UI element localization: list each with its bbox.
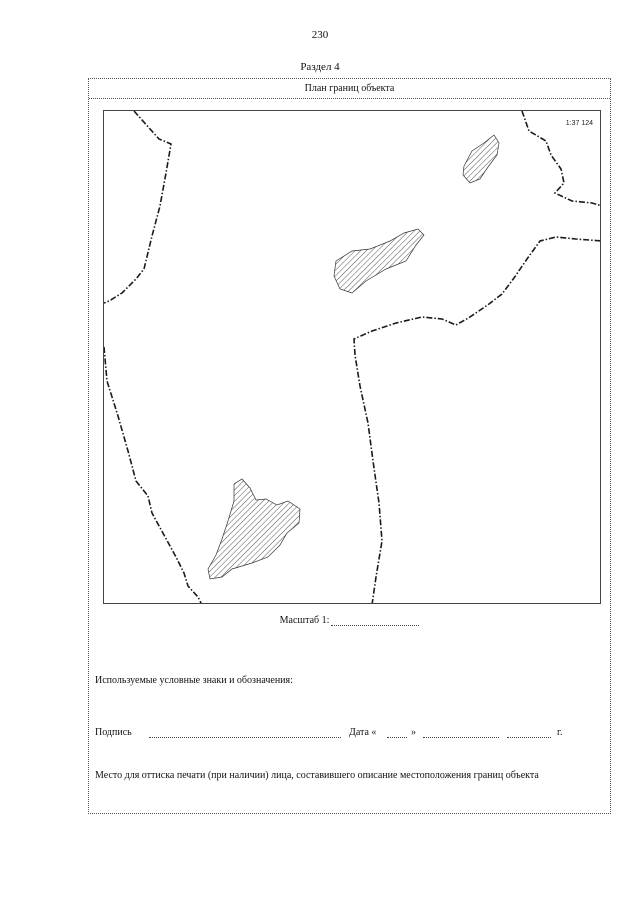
scale-label: Масштаб 1: <box>279 615 330 626</box>
map-drawing <box>104 111 601 604</box>
boundary-line-southwest <box>104 347 202 604</box>
date-month-field[interactable] <box>423 737 499 738</box>
date-label: Дата « <box>349 727 377 738</box>
boundary-line-west <box>104 111 171 303</box>
hatched-area-southwest <box>208 479 300 579</box>
hatched-area-northeast <box>463 135 499 183</box>
section-title: Раздел 4 <box>300 61 340 73</box>
stamp-place-text: Место для оттиска печати (при наличии) лица, составившего описание местоположения границ объекта <box>95 770 539 781</box>
date-quote-close: » <box>411 727 416 738</box>
page-number: 230 <box>311 29 329 41</box>
hatched-area-center <box>334 229 424 293</box>
scale-line <box>89 615 610 626</box>
map-scale-label: 1:37 124 <box>565 120 593 127</box>
document-frame <box>88 78 611 814</box>
date-day-field[interactable] <box>387 737 407 738</box>
boundary-map <box>103 110 601 604</box>
boundary-line-central <box>354 237 601 604</box>
year-suffix: г. <box>557 727 563 738</box>
frame-header: План границ объекта <box>89 79 610 99</box>
legend-label: Используемые условные знаки и обозначения: <box>95 675 293 686</box>
signature-row <box>95 727 605 741</box>
signature-label: Подпись <box>95 727 132 738</box>
scale-blank-field[interactable] <box>331 616 419 626</box>
date-year-field[interactable] <box>507 737 551 738</box>
signature-field[interactable] <box>149 737 341 738</box>
